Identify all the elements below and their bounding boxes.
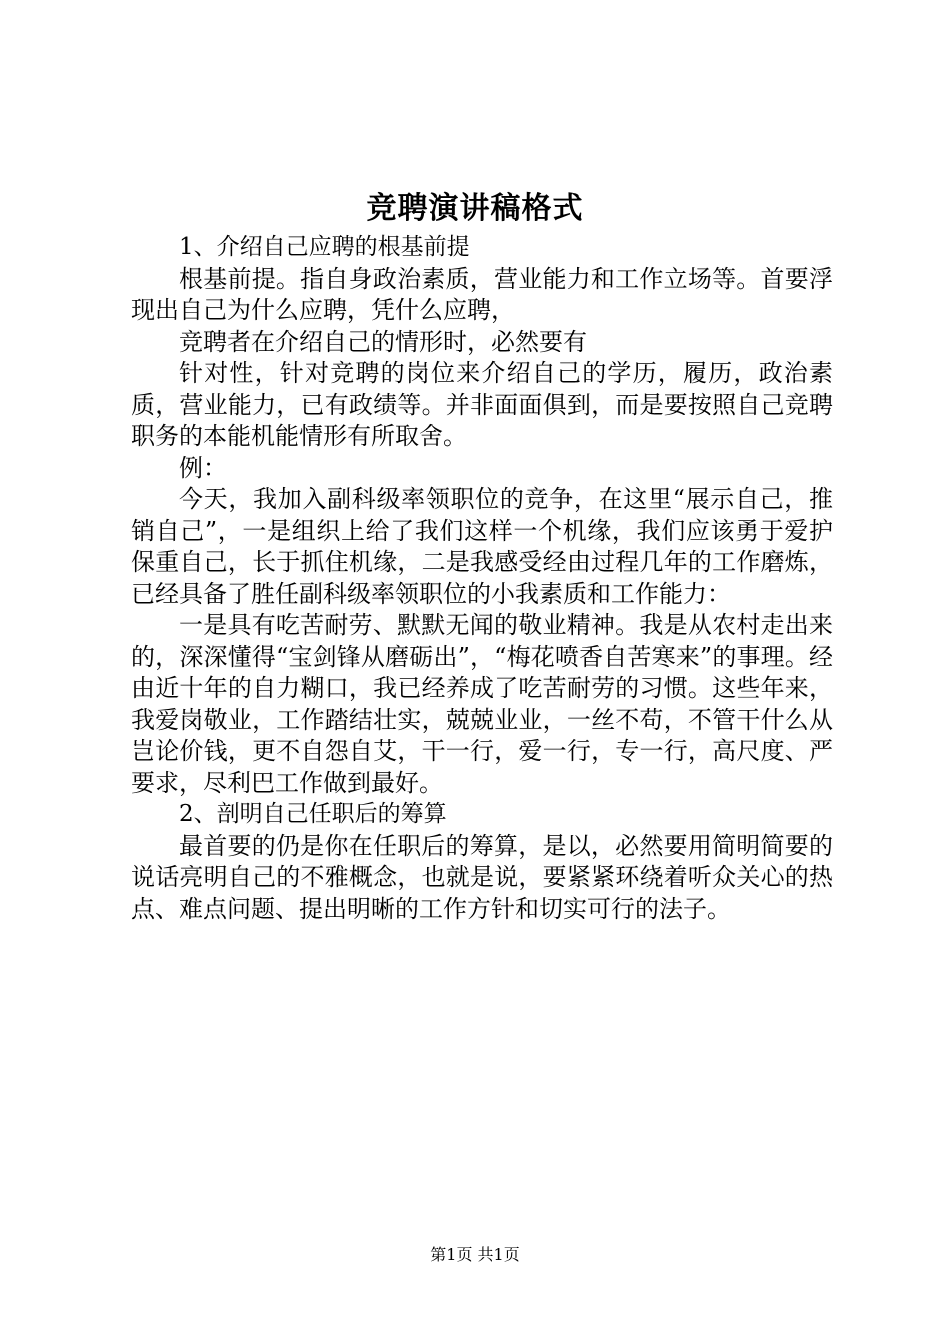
document-body <box>131 232 833 925</box>
paragraph: 最首要的仍是你在任职后的筹算，是以，必然要用简明简要的说话亮明自己的不雅概念，也就是说，要紧紧环绕着听众关心的热点、难点问题、提出明晰的工作方针和切实可行的法子。 <box>131 831 833 923</box>
section-heading-1: 1、介绍自己应聘的根基前提 <box>179 234 470 260</box>
paragraph: 今天，我加入副科级率领职位的竞争，在这里“展示自己，推销自己”，一是组织上给了我们这样一个机缘，我们应该勇于爱护保重自己，长于抓住机缘，二是我感受经由过程几年的工作磨炼，已经具备了胜任副科级率领职位的小我素质和工作能力： <box>131 485 833 608</box>
paragraph: 根基前提。指自身政治素质，营业能力和工作立场等。首要浮现出自己为什么应聘，凭什么应聘， <box>131 264 833 324</box>
paragraph: 针对性，针对竞聘的岗位来介绍自己的学历，履历，政治素质，营业能力，已有政绩等。并非面面俱到，而是要按照自己竞聘职务的本能机能情形有所取舍。 <box>131 359 833 450</box>
paragraph: 一是具有吃苦耐劳、默默无闻的敬业精神。我是从农村走出来的，深深懂得“宝剑锋从磨砺出”，“梅花喷香自苦寒来”的事理。经由近十年的自力糊口，我已经养成了吃苦耐劳的习惯。这些年来，我爱岗敬业，工作踏结壮实，兢兢业业，一丝不苟，不管干什么从岂论价钱，更不自怨自艾，干一行，爱一行，专一行，高尺度、严要求，尽利巴工作做到最好。 <box>131 611 833 797</box>
page-footer: 第1页 共1页 <box>430 1245 520 1264</box>
example-label: 例： <box>179 453 227 482</box>
paragraph: 竞聘者在介绍自己的情形时，必然要有 <box>179 327 587 356</box>
document-title: 竞聘演讲稿格式 <box>366 191 584 226</box>
section-heading-2: 2、剖明自己任职后的筹算 <box>179 801 447 827</box>
